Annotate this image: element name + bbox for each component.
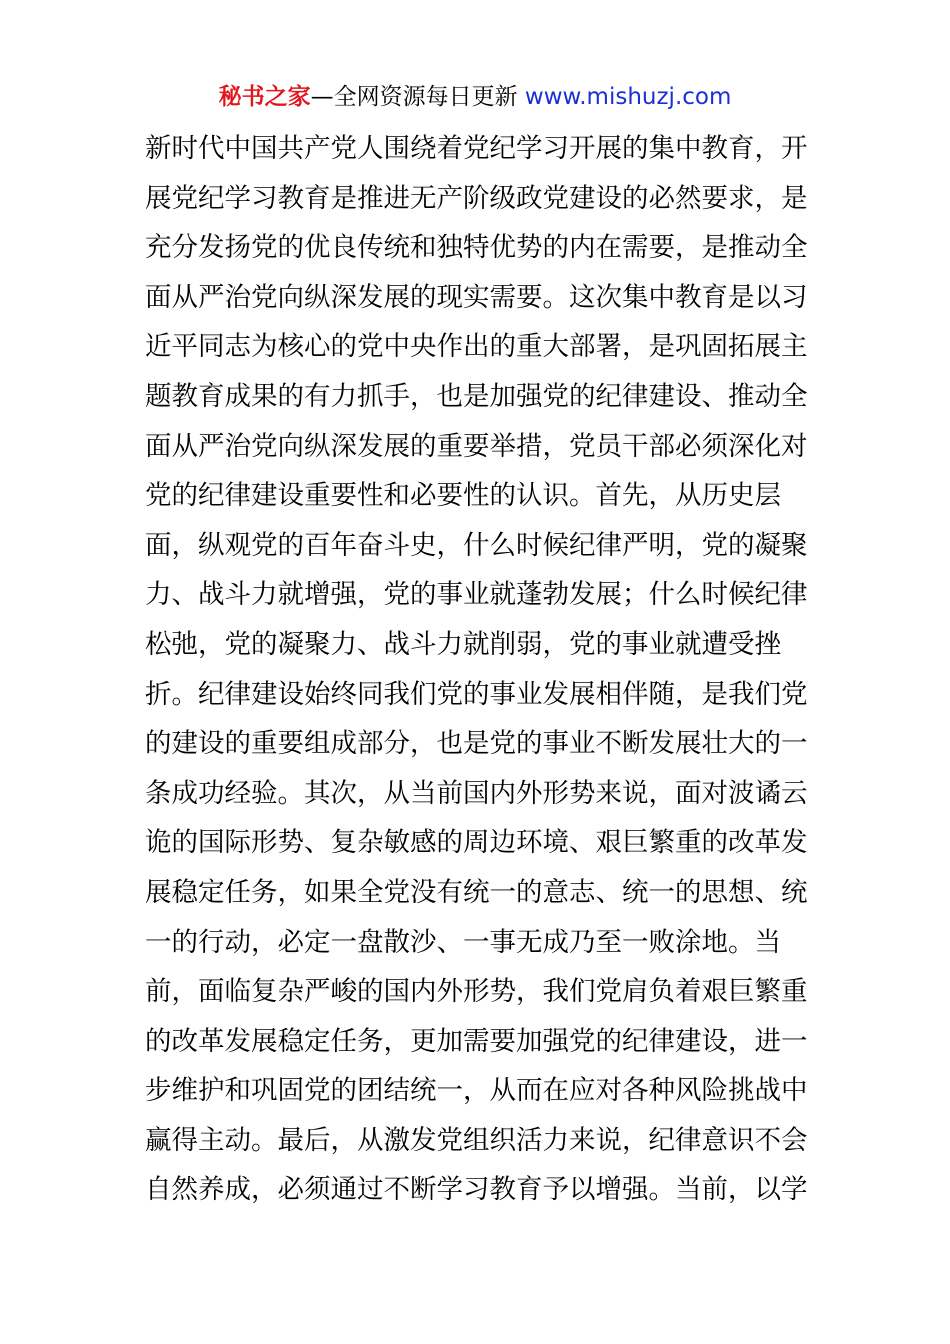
text-line: 党的纪律建设重要性和必要性的认识。首先，从历史层 [145,480,781,512]
text-line: 自然养成，必须通过不断学习教育予以增强。当前，以学 [145,1174,808,1206]
text-line: 近平同志为核心的党中央作出的重大部署，是巩固拓展主 [145,331,808,363]
text-line: 诡的国际形势、复杂敏感的周边环境、艰巨繁重的改革发 [145,827,808,859]
text-line: 步维护和巩固党的团结统一，从而在应对各种风险挑战中 [145,1075,808,1107]
text-line: 折。纪律建设始终同我们党的事业发展相伴随，是我们党 [145,678,808,710]
header-tagline: —全网资源每日更新 [310,84,525,110]
brand-name: 秘书之家 [218,84,311,110]
text-line: 充分发扬党的优良传统和独特优势的内在需要，是推动全 [145,232,808,264]
text-line: 展稳定任务，如果全党没有统一的意志、统一的思想、统 [145,876,808,908]
text-line: 新时代中国共产党人围绕着党纪学习开展的集中教育，开 [145,133,808,164]
text-line: 展党纪学习教育是推进无产阶级政党建设的必然要求，是 [145,182,808,214]
website-link[interactable]: www.mishuzj.com [524,84,732,110]
text-line: 一的行动，必定一盘散沙、一事无成乃至一败涂地。当 [145,926,781,958]
page-header [0,80,950,114]
text-line: 面从严治党向纵深发展的现实需要。这次集中教育是以习 [145,281,808,313]
text-line: 赢得主动。最后，从激发党组织活力来说，纪律意识不会 [145,1124,808,1156]
text-line: 题教育成果的有力抓手，也是加强党的纪律建设、推动全 [145,380,808,412]
text-line: 松弛，党的凝聚力、战斗力就削弱，党的事业就遭受挫 [145,628,781,660]
text-line: 力、战斗力就增强，党的事业就蓬勃发展；什么时候纪律 [145,579,808,611]
text-line: 面从严治党向纵深发展的重要举措，党员干部必须深化对 [145,430,808,462]
text-line: 的建设的重要组成部分，也是党的事业不断发展壮大的一 [145,728,808,760]
text-line: 面，纵观党的百年奋斗史，什么时候纪律严明，党的凝聚 [145,529,808,561]
text-line: 条成功经验。其次，从当前国内外形势来说，面对波谲云 [145,777,808,809]
body-text [145,124,810,1215]
text-line: 的改革发展稳定任务，更加需要加强党的纪律建设，进一 [145,1025,808,1057]
text-line: 前，面临复杂严峻的国内外形势，我们党肩负着艰巨繁重 [145,976,808,1008]
